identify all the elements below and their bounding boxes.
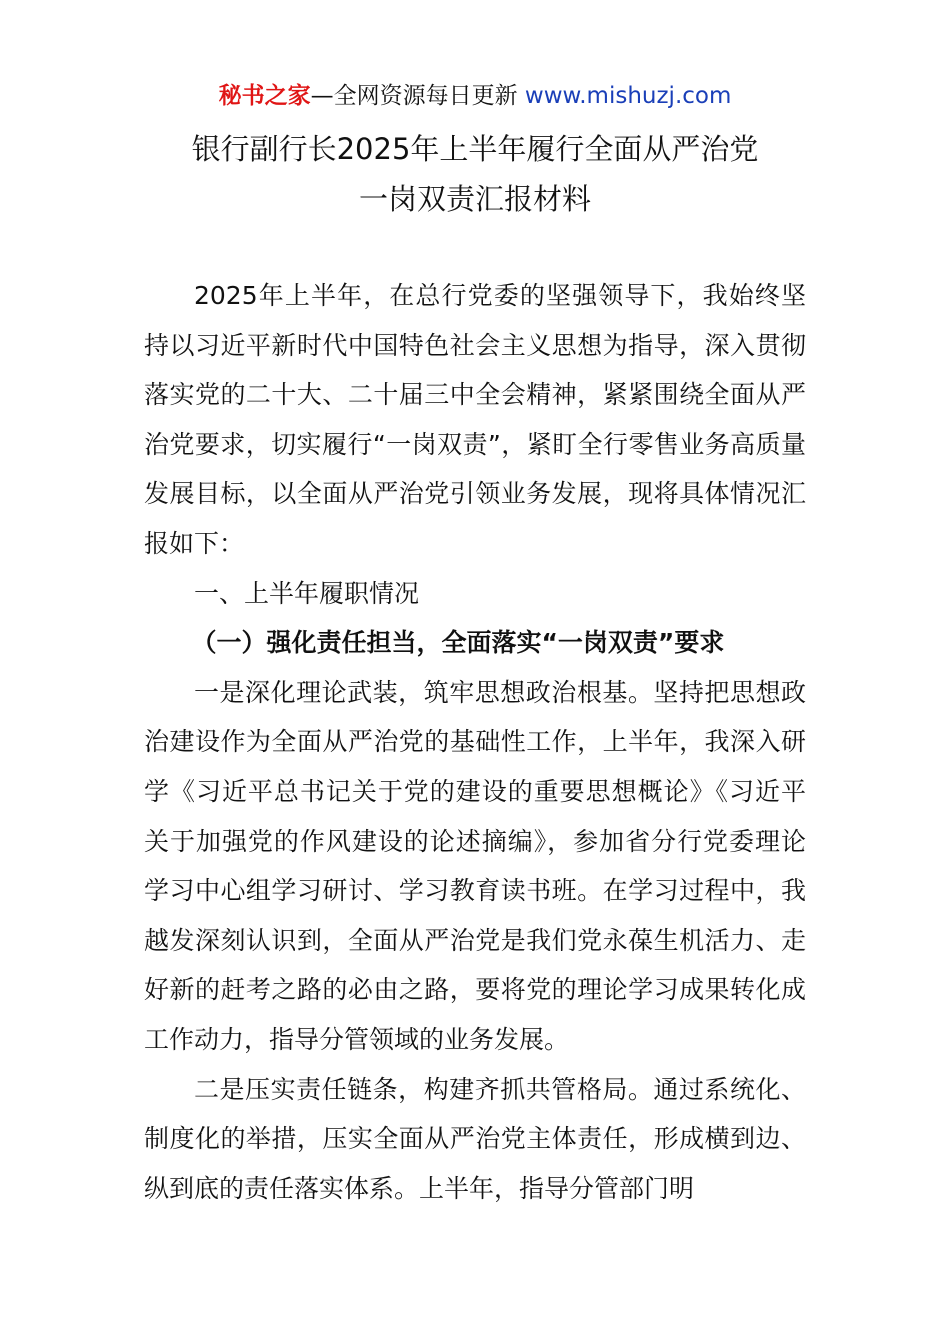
title-line-2: 一岗双责汇报材料 bbox=[358, 182, 591, 216]
document-body bbox=[144, 271, 806, 1213]
section-heading: 一、上半年履职情况 bbox=[194, 578, 420, 608]
site-url-link[interactable]: www.mishuzj.com bbox=[524, 83, 732, 109]
body-paragraph: 二是压实责任链条，构建齐抓共管格局。通过系统化、制度化的举措，压实全面从严治党主体责任，形成横到边、纵到底的责任落实体系。上半年，指导分管部门明 bbox=[144, 1074, 806, 1203]
body-paragraph: 一是深化理论武装，筑牢思想政治根基。坚持把思想政治建设作为全面从严治党的基础性工作，上半年，我深入研学《习近平总书记关于党的建设的重要思想概论》《习近平关于加强党的作风建设的论述摘编》，参加省分行党委理论学习中心组学习研讨、学习教育读书班。在学习过程中，我越发深刻认识到，全面从严治党是我们党永葆生机活力、走好新的赶考之路的必由之路，要将党的理论学习成果转化成工作动力，指导分管领域的业务发展。 bbox=[144, 677, 806, 1054]
intro-paragraph: 2025年上半年，在总行党委的坚强领导下，我始终坚持以习近平新时代中国特色社会主义思想为指导，深入贯彻落实党的二十大、二十届三中全会精神，紧紧围绕全面从严治党要求，切实履行“一岗双责”，紧盯全行零售业务高质量发展目标，以全面从严治党引领业务发展，现将具体情况汇报如下： bbox=[144, 281, 806, 558]
subsection-heading: （一）强化责任担当，全面落实“一岗双责”要求 bbox=[191, 628, 725, 658]
document-title bbox=[0, 124, 950, 224]
header-tagline: —全网资源每日更新 bbox=[310, 83, 525, 109]
site-header bbox=[0, 80, 950, 112]
brand-name: 秘书之家 bbox=[218, 83, 311, 109]
title-line-1: 银行副行长2025年上半年履行全面从严治党 bbox=[191, 132, 759, 166]
